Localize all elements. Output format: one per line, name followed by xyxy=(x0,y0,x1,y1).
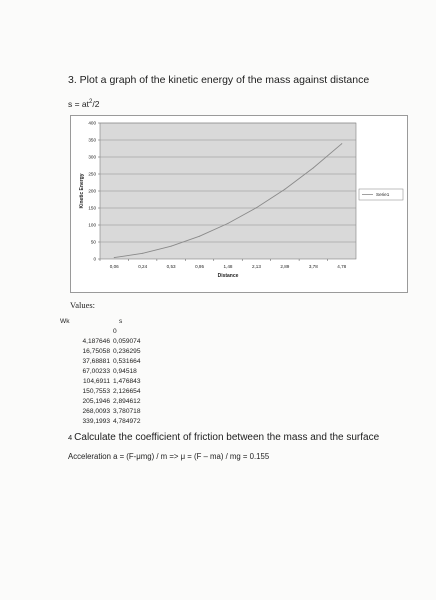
s-cell: s xyxy=(119,318,123,325)
data-point xyxy=(228,223,229,224)
y-tick-label: 0 xyxy=(93,256,96,262)
wk-cell: 4,187646 xyxy=(82,338,110,345)
formula-exponent: 2 xyxy=(89,99,93,106)
values-table-row xyxy=(60,377,159,387)
data-point xyxy=(313,167,314,168)
y-tick-label: 350 xyxy=(88,137,96,143)
formula xyxy=(68,99,99,109)
x-axis-title: Distance xyxy=(217,273,239,279)
y-tick-label: 200 xyxy=(88,188,96,194)
x-tick-label: 0,06 xyxy=(109,264,119,269)
values-label: Values: xyxy=(70,300,96,310)
formula-base: s = at xyxy=(68,99,90,109)
data-point xyxy=(199,236,200,237)
data-point xyxy=(142,253,143,254)
wk-cell: 67,00233 xyxy=(82,368,110,375)
section-3-heading: 3. Plot a graph of the kinetic energy of the mass against distance xyxy=(68,74,370,86)
s-cell: 0,059074 xyxy=(113,338,141,345)
s-cell: 1,476843 xyxy=(113,378,141,385)
y-axis-title: Kinetic Energy xyxy=(79,173,85,209)
acceleration-formula: Acceleration a = (F-μmg) / m => μ = (F – ma) / mg = 0.155 xyxy=(68,452,270,461)
s-cell: 4,784972 xyxy=(113,418,141,425)
wk-cell: 37,68881 xyxy=(82,358,110,365)
values-table-row xyxy=(60,387,159,397)
x-tick-label: 0,95 xyxy=(195,264,205,269)
s-cell: 0,531664 xyxy=(113,358,141,365)
wk-cell: 16,75058 xyxy=(82,348,110,355)
wk-cell: 205,1946 xyxy=(82,398,110,405)
wk-cell: 150,7553 xyxy=(82,388,110,395)
s-cell: 2,126654 xyxy=(113,388,141,395)
values-table xyxy=(60,317,159,427)
x-tick-label: 0,24 xyxy=(138,264,148,269)
wk-cell: 268,0093 xyxy=(82,408,110,415)
values-table-row xyxy=(60,397,159,407)
legend-label: Serie1 xyxy=(376,192,390,198)
y-tick-label: 300 xyxy=(88,154,96,160)
y-tick-label: 150 xyxy=(88,205,96,211)
y-tick-label: 400 xyxy=(88,120,96,126)
wk-cell: Wk xyxy=(60,318,70,325)
section-4-number: 4 xyxy=(68,433,73,442)
wk-cell: 339,1993 xyxy=(82,418,110,425)
values-table-header xyxy=(60,317,159,327)
x-tick-label: 3,78 xyxy=(308,264,318,269)
y-tick-label: 250 xyxy=(88,171,96,177)
values-table-row xyxy=(60,417,159,427)
s-cell: 3,780718 xyxy=(113,408,141,415)
values-table-row xyxy=(60,357,159,367)
s-cell: 0 xyxy=(113,328,117,335)
x-tick-label: 0,53 xyxy=(166,264,176,269)
chart-svg xyxy=(71,116,407,292)
data-point xyxy=(284,189,285,190)
formula-tail: /2 xyxy=(92,99,100,109)
wk-cell xyxy=(60,327,113,337)
values-table-row xyxy=(60,367,159,377)
wk-cell: 104,6911 xyxy=(82,378,110,385)
kinetic-energy-chart xyxy=(70,115,408,293)
values-table-row xyxy=(60,407,159,417)
x-tick-label: 2,13 xyxy=(251,264,261,269)
data-point xyxy=(171,246,172,247)
s-cell: 0,236295 xyxy=(113,348,141,355)
section-4-heading xyxy=(68,432,379,443)
y-tick-label: 50 xyxy=(90,239,96,245)
data-point xyxy=(341,143,342,144)
data-point xyxy=(114,257,115,258)
values-table-row xyxy=(60,327,159,337)
section-4-title: Calculate the coefficient of friction between the mass and the surface xyxy=(74,432,380,443)
x-tick-label: 2,89 xyxy=(280,264,290,269)
y-tick-label: 100 xyxy=(88,222,96,228)
s-cell: 2,894612 xyxy=(113,398,141,405)
values-table-row xyxy=(60,347,159,357)
values-table-row xyxy=(60,337,159,347)
s-cell: 0,94518 xyxy=(113,368,137,375)
x-tick-label: 1,48 xyxy=(223,264,233,269)
x-tick-label: 4,78 xyxy=(337,264,347,269)
data-point xyxy=(256,207,257,208)
